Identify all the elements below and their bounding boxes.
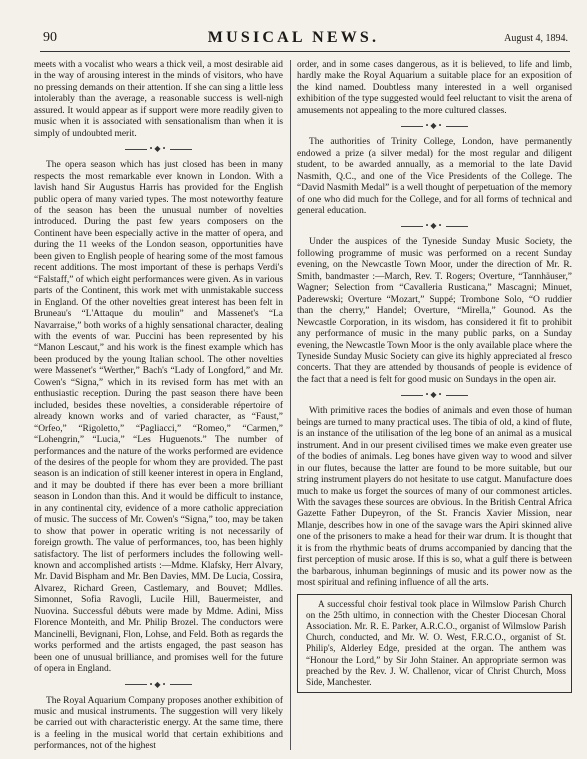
choir-festival-notice — [297, 594, 572, 694]
article-primitive-instruments: With primitive races the bodies of animals and even those of human beings are turned to many practical uses. The tibia of old, a kind of flute, is an instance of the utilisation of the leg bone of an animal as a musical instrument. And in our present civilised times we make even greater use of the bodies of animals. Leg bones have given way to wood and silver in our flutes, because the latter are found to be more suitable, but our string instrument players do not hesitate to use catgut. Manufacture does much to make us forget the sources of many of our commonest articles. With the savages these sources are obvious. In the British Central Africa Gazette Father Dupeyron, of the St. Francis Xavier Mission, near Mlanje, describes how in one of the savage wars the Apiri skinned alive one of the prisoners to make a head for their war drum. It is thought that it is from the rhythmic beats of drums accompanied by dancing that the first perception of music arose. If this is so, what a gulf there is between the barbarous, inhuman beginnings of music and its power now as the most spiritual and refining influence of all the arts. — [297, 406, 572, 589]
right-column — [297, 60, 572, 693]
article-tyneside-music: Under the auspices of the Tyneside Sunday Music Society, the following programme of music was performed on a recent Sunday evening, on the Newcastle Town Moor, under the direction of Mr. R. Smith, bandmaster :—March, Rev. T. Rogers; Overture, “Tannhäuser,” Wagner; Selection from “Cavalleria Rusticana,” Mascagni; Minuet, Paderewski; Overture “Mozart,” Suppé; Trombone Solo, “O ruddier than the cherry,” Handel; Overture, “Mirella,” Gounod. As the Newcastle Corporation, in its wisdom, has considered it fit to prohibit any performance of music in the many public parks, on a Sunday evening, the Newcastle Town Moor is the only available place where the Tyneside Sunday Music Society can give its highly appreciated al fresco concerts. That they are attended by thousands of people is evidence of the fact that a need is felt for good music on Sundays in the open air. — [297, 237, 572, 385]
left-column — [34, 60, 283, 753]
issue-date: August 4, 1894. — [504, 33, 568, 44]
article-opera-season: The opera season which has just closed has been in many respects the most remarkable ever known in London. With a lavish hand Sir Augustus Harris has provided for the English public opera of many varied types. The most noteworthy feature of the season has been the unusual number of novelties introduced. During the past few years composers on the Continent have been especially active in the matter of opera, and during the 11 weeks of the London season, opportunities have been given to English people of hearing some of the most famous recent additions. The most important of these is perhaps Verdi's “Falstaff,” of which eight performances were given. As in various parts of the Continent, this work met with unmistakable success in England. Of the other novelties great interest has been felt in Bruneau's “L'Attaque du moulin” and Massenet's “La Navarraise,” both works of a highly sensational character, dealing with the events of war. Puccini has been represented by his “Manon Lescaut,” and his work is the finest example which has been produced by the young Italian school. The other novelties were Massenet's “Werther,” Bach's “Lady of Longford,” and Mr. Cowen's “Signa,” which in its revised form has met with an enthusiastic reception. During the past season there have been included, besides these novelties, a considerable répertoire of already known works and of varied character, as “Faust,” “Orfeo,” “Rigoletto,” “Pagliacci,” “Romeo,” “Carmen,” “Lohengrin,” “Lucia,” “Les Huguenots.” The number of performances and the nature of the works performed are evidence of the desires of the people for whom they are provided. The past season is an indication of still keener interest in opera in England, and it may be doubted if there has ever been a more brilliant season in London than this. And it would be difficult to instance, in any continental city, evidence of a more catholic appreciation of music. The success of Mr. Cowen's “Signa,” too, may be taken to show that power in operatic writing is not necessarily of foreign growth. The value of performances, too, has been highly satisfactory. The list of performers includes the following well-known and accomplished artists :—Mdme. Klafsky, Herr Alvary, Mr. David Bispham and Mr. Ben Davies, MM. De Lucia, Cossira, Alvarez, Richard Green, Castlemary, and Bouvet; Mdlles. Simonnet, Sofia Ravogli, Lucile Hill, Bauermeister, and Nuovina. Successful débuts were made by Mdme. Adini, Miss Florence Monteith, and Mr. Philip Brozel. The conductors were Mancinelli, Bevignani, Flon, Lohse, and Feld. Both as regards the works performed and the artists engaged, the past season has been one of unusual brilliance, and promises well for the future of opera in England. — [34, 160, 284, 675]
section-ornament: •◆• — [297, 219, 572, 233]
page-title: MUSICAL NEWS. — [207, 29, 380, 46]
article-continuation: meets with a vocalist who wears a thick veil, a most desirable aid in the way of arousing interest in the minds of visitors, who have no pressing demands on their attention. If she can sing a little less intolerably than the average, a reasonable success is well-nigh assured. It would appear as if support were more readily given to music when it is associated with sensationalism than when it is simply of undoubted merit. — [34, 60, 283, 139]
article-trinity-college: The authorities of Trinity College, London, have permanently endowed a prize (a silver medal) for the most regular and diligent student, to be awarded annually, as a memorial to the late David Nasmith, Q.C., and one of the Vice Presidents of the College. The “David Nasmith Medal” is a well thought of perpetuation of the memory of one who did much for the College, and for all forms of technical and general education. — [297, 137, 572, 216]
section-ornament: •◆• — [297, 388, 572, 402]
section-ornament: •◆• — [297, 119, 572, 133]
section-ornament: •◆• — [34, 142, 283, 156]
column-divider — [290, 60, 291, 750]
section-ornament: •◆• — [34, 678, 283, 692]
header-rule — [40, 51, 570, 52]
notice-text: A successful choir festival took place in Wilmslow Parish Church on the 25th ultimo, in connection with the Chester Diocesan Choral Association. Mr. R. E. Parker, A.R.C.O., organist of Wilmslow Parish Church, conducted, and Mr. W. O. West, F.R.C.O., organist of St. Philip's, Alderley Edge, presided at the organ. The anthem was “Honour the Lord,” by Sir John Stainer. An appropriate sermon was preached by the Rev. J. W. Challenor, vicar of Christ Church, Moss Side, Manchester. — [306, 598, 566, 687]
page-number: 90 — [43, 30, 57, 45]
article-aquarium-continued: order, and in some cases dangerous, as it is believed, to life and limb, hardly make the Royal Aquarium a suitable place for an exposition of the kind named. Doubtless many interested in a well organised exhibition of the type suggested would feel reluctant to visit the arena of amusements not appealing to the more cultured classes. — [297, 60, 572, 116]
article-royal-aquarium: The Royal Aquarium Company proposes another exhibition of music and musical instruments. The suggestion will very likely be carried out with characteristic energy. At the same time, there is a feeling in the musical world that certain exhibitions and performances, not of the highest — [34, 695, 283, 752]
